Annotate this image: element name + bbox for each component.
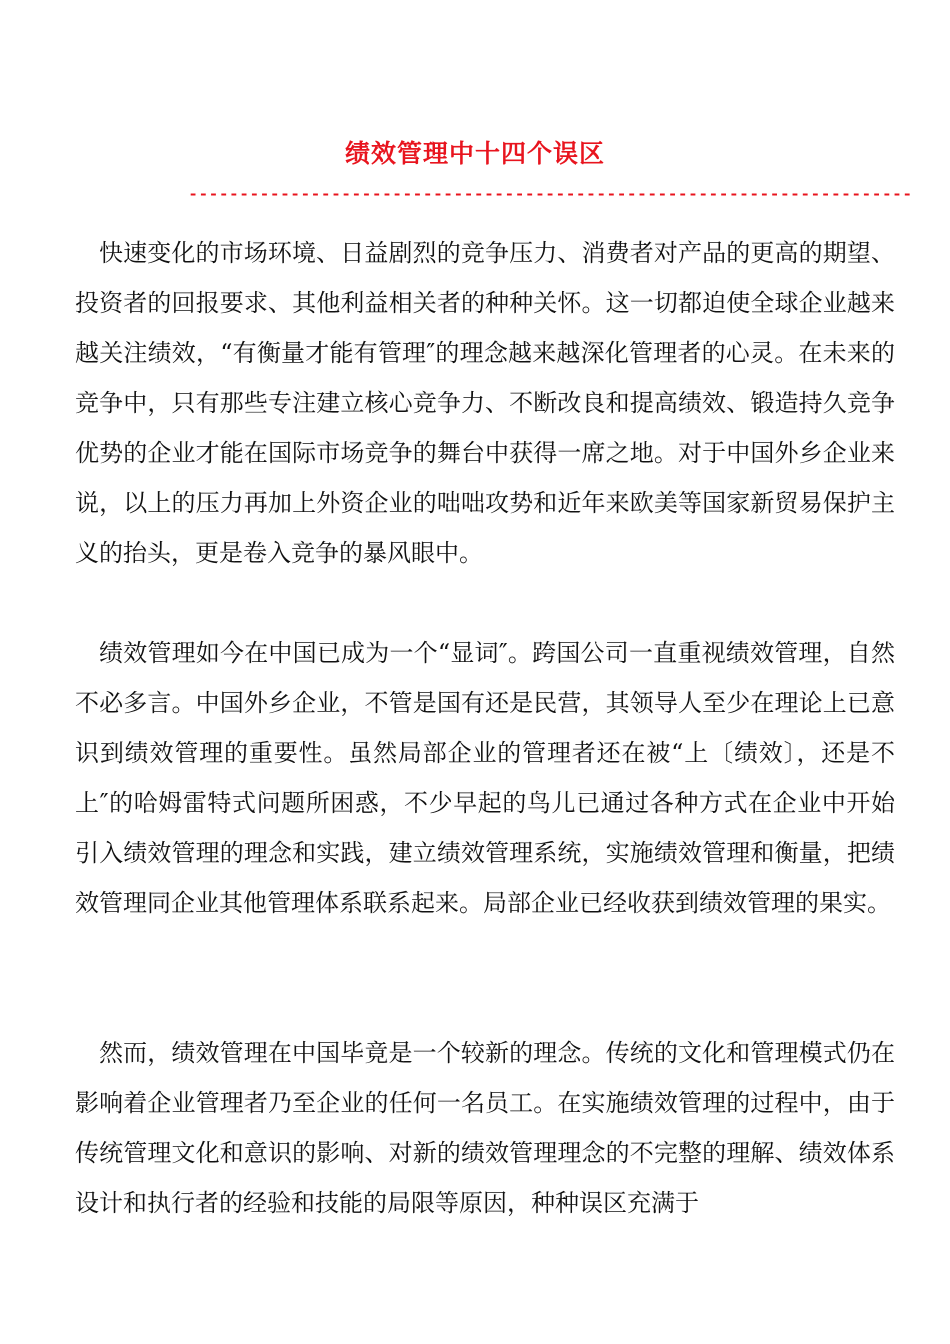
paragraph-2: 绩效管理如今在中国已成为一个“显词″。跨国公司一直重视绩效管理，自然不必多言。中国外乡企业，不管是国有还是民营，其领导人至少在理论上已意识到绩效管理的重要性。虽然局部企业的管理者还在被“上〔绩效〕，还是不上″的哈姆雷特式问题所困惑，不少早起的鸟儿已通过各种方式在企业中开始引入绩效管理的理念和实践，建立绩效管理系统，实施绩效管理和衡量，把绩效管理同企业其他管理体系联系起来。局部企业已经收获到绩效管理的果实。 — [75, 639, 895, 917]
document-title: 绩效管理中十四个误区 — [344, 139, 605, 168]
title-divider: ----------------------------------------------------------------------- — [188, 186, 913, 205]
paragraph-1: 快速变化的市场环境、日益剧烈的竞争压力、消费者对产品的更高的期望、投资者的回报要求、其他利益相关者的种种关怀。这一切都迫使全球企业越来越关注绩效，“有衡量才能有管理″的理念越来越深化管理者的心灵。在未来的竞争中，只有那些专注建立核心竞争力、不断改良和提高绩效、锻造持久竞争优势的企业才能在国际市场竞争的舞台中获得一席之地。对于中国外乡企业来说，以上的压力再加上外资企业的咄咄攻势和近年来欧美等国家新贸易保护主义的抬头，更是卷入竞争的暴风眼中。 — [75, 239, 895, 567]
paragraph-3: 然而，绩效管理在中国毕竟是一个较新的理念。传统的文化和管理模式仍在影响着企业管理者乃至企业的任何一名员工。在实施绩效管理的过程中，由于传统管理文化和意识的影响、对新的绩效管理理念的不完整的理解、绩效体系设计和执行者的经验和技能的局限等原因，种种误区充满于 — [75, 1039, 895, 1217]
